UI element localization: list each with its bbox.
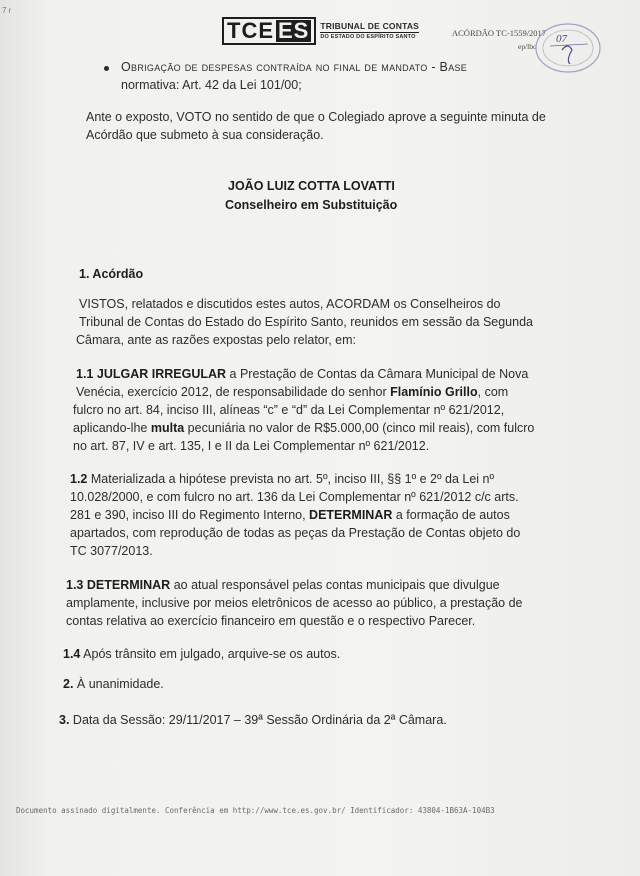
item-1-3-line-3: contas relativa ao exercício financeiro em questão e o respectivo Parecer. xyxy=(66,614,476,628)
item-2 xyxy=(63,677,164,692)
item-1-2-line-3-start: 281 e 390, inciso III do Regimento Interno, xyxy=(70,508,310,522)
item-1-2-num: 1.2 xyxy=(70,472,88,486)
item-1-4 xyxy=(63,647,340,662)
item-1-1-line-1 xyxy=(76,367,528,382)
item-1-2-line-4: apartados, com reprodução de todas as peças da Prestação de Contas objeto do xyxy=(70,526,521,540)
logo-mark xyxy=(222,17,316,45)
section-heading: 1. Acórdão xyxy=(79,267,144,281)
item-1-2-line-1-text: Materializada a hipótese prevista no art. 5º, inciso III, §§ 1º e 2º da Lei nº xyxy=(87,472,495,486)
item-1-4-text: Após trânsito em julgado, arquive-se os autos. xyxy=(80,647,341,661)
digital-signature-footer: Documento assinado digitalmente. Conferência em http://www.tce.es.gov.br/ Identificador: 43804-1B63A-104B3 xyxy=(16,806,495,815)
item-1-1-line-2-end: , com xyxy=(477,385,509,399)
margin-mark: 7 r xyxy=(2,6,12,15)
bullet-line-1: Obrigação de despesas contraída no final de mandato - Base xyxy=(121,60,468,74)
item-3-num: 3. xyxy=(59,713,70,727)
vistos-line-1: VISTOS, relatados e discutidos estes autos, ACORDAM os Conselheiros do xyxy=(79,297,501,311)
item-2-text: À unanimidade. xyxy=(73,677,164,691)
item-1-3-bold: DETERMINAR xyxy=(86,578,171,592)
logo-caption xyxy=(320,21,419,42)
person-name: Flamínio Grillo xyxy=(390,385,478,399)
item-1-1-line-4-end: pecuniária no valor de R$5.000,00 (cinco mil reais), com fulcro xyxy=(184,421,535,435)
signature-name: JOÃO LUIZ COTTA LOVATTI xyxy=(228,179,395,193)
fine-label: multa xyxy=(150,421,185,435)
item-1-1-line-4-start: aplicando-lhe xyxy=(73,421,151,435)
item-3 xyxy=(59,713,447,728)
item-1-3-line-2: amplamente, inclusive por meios eletrônicos de acesso ao público, a prestação de xyxy=(66,596,523,610)
stamp-number: 07 xyxy=(556,33,567,45)
item-2-num: 2. xyxy=(63,677,74,691)
tcees-logo xyxy=(222,18,419,44)
bullet-line-2: normativa: Art. 42 da Lei 101/00; xyxy=(121,78,302,92)
item-1-1-bold: JULGAR IRREGULAR xyxy=(96,367,227,381)
item-1-1-line-5: no art. 87, IV e art. 135, I e II da Lei Complementar nº 621/2012. xyxy=(73,439,430,453)
item-1-1-num: 1.1 xyxy=(76,367,94,381)
logo-inverted: ES xyxy=(278,18,310,43)
signature-role: Conselheiro em Substituição xyxy=(225,198,398,212)
item-1-3-line-1 xyxy=(66,578,500,593)
determinar-label: DETERMINAR xyxy=(309,508,393,522)
item-1-1-rest: a Prestação de Contas da Câmara Municipal de Nova xyxy=(226,367,529,381)
item-1-2-line-2: 10.028/2000, e com fulcro no art. 136 da Lei Complementar nº 621/2012 c/c arts. xyxy=(70,490,519,504)
bullet-icon xyxy=(104,66,109,71)
item-1-3-num: 1.3 xyxy=(66,578,84,592)
item-1-1-line-2 xyxy=(76,385,508,400)
item-1-4-num: 1.4 xyxy=(63,647,81,661)
vistos-line-3: Câmara, ante as razões expostas pelo relator, em: xyxy=(76,333,357,347)
item-1-1-line-3: fulcro no art. 84, inciso III, alíneas “c” e “d” da Lei Complementar nº 621/2012, xyxy=(73,403,505,417)
item-1-2-line-1 xyxy=(70,472,494,487)
vistos-line-2: Tribunal de Contas do Estado do Espírito Santo, reunidos em sessão da Segunda xyxy=(79,315,533,329)
item-1-3-rest: ao atual responsável pelas contas municipais que divulgue xyxy=(170,578,500,592)
logo-line1: TRIBUNAL DE CONTAS xyxy=(320,20,420,31)
page-stamp xyxy=(520,20,602,78)
item-1-2-line-3-end: a formação de autos xyxy=(392,508,510,522)
item-3-text: Data da Sessão: 29/11/2017 – 39ª Sessão Ordinária da 2ª Câmara. xyxy=(69,713,447,727)
logo-text: TCE xyxy=(227,18,274,43)
logo-line2: DO ESTADO DO ESPÍRITO SANTO xyxy=(320,33,416,40)
vote-line-1: Ante o exposto, VOTO no sentido de que o Colegiado aprove a seguinte minuta de xyxy=(86,110,546,124)
item-1-2-line-3 xyxy=(70,508,510,523)
item-1-1-line-2-text: Venécia, exercício 2012, de responsabilidade do senhor xyxy=(76,385,391,399)
vote-line-2: Acórdão que submeto à sua consideração. xyxy=(86,128,324,142)
acordao-reference: ACÓRDÃO TC-1559/2017 xyxy=(452,28,547,38)
reference-initials: ep/lbc xyxy=(518,42,537,51)
item-1-1-line-4 xyxy=(73,421,534,436)
item-1-2-line-5: TC 3077/2013. xyxy=(70,544,153,558)
